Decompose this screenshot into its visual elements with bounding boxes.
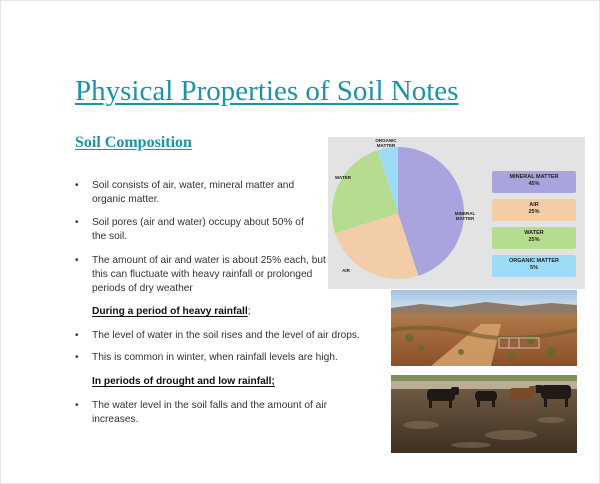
bullet-glyph: • <box>75 400 79 411</box>
legend-water-label: WATER <box>524 230 544 236</box>
legend-organic <box>492 255 576 277</box>
bullet-glyph: • <box>75 352 79 363</box>
heavy-rain-heading-suffix: ; <box>247 306 251 317</box>
legend-air <box>492 199 576 221</box>
bullet-item <box>75 399 375 427</box>
heavy-rain-heading-text: During a period of heavy rainfall <box>92 306 248 317</box>
bullet-text: This is common in winter, when rainfall levels are high. <box>92 352 338 363</box>
section-heading: Soil Composition <box>75 134 192 151</box>
bullet-glyph: • <box>75 180 79 191</box>
soil-composition-chart <box>328 137 585 289</box>
legend-mineral <box>492 171 576 193</box>
bullet-glyph: • <box>75 255 79 266</box>
legend-water <box>492 227 576 249</box>
cattle-mud-photo <box>391 375 577 453</box>
bullet-glyph: • <box>75 217 79 228</box>
pie-label-organic: ORGANIC MATTER <box>375 138 397 148</box>
dry-landscape-photo <box>391 290 577 366</box>
bullet-text: The amount of air and water is about 25% each, but this can fluctuate with heavy rainfall or prolonged periods of dry weather <box>92 255 326 294</box>
pie-label-water: WATER <box>335 175 351 180</box>
bullet-text: The water level in the soil falls and the amount of air increases. <box>92 400 328 425</box>
drought-heading <box>92 376 275 387</box>
legend-organic-value: 5% <box>530 265 538 271</box>
bullet-item <box>75 216 315 244</box>
legend-air-value: 25% <box>528 209 540 215</box>
legend-mineral-value: 45% <box>528 181 540 187</box>
bullet-item <box>75 351 375 365</box>
drought-heading-text: In periods of drought and low rainfall; <box>92 376 275 387</box>
bullet-item <box>75 329 375 343</box>
pie-label-air: AIR <box>342 268 350 273</box>
bullet-text: The level of water in the soil rises and the level of air drops. <box>92 330 360 341</box>
legend-organic-label: ORGANIC MATTER <box>508 258 559 264</box>
bullet-text: Soil consists of air, water, mineral matter and organic matter. <box>92 180 295 205</box>
legend-water-value: 25% <box>528 237 540 243</box>
bullet-text: Soil pores (air and water) occupy about 50% of the soil. <box>92 217 304 242</box>
bullet-item <box>75 254 327 296</box>
bullet-glyph: • <box>75 330 79 341</box>
pie-label-mineral: MINERAL MATTER <box>454 211 476 221</box>
page-title: Physical Properties of Soil Notes <box>75 75 459 107</box>
heavy-rain-heading <box>92 306 251 317</box>
legend-mineral-label: MINERAL MATTER <box>509 174 559 180</box>
legend-air-label: AIR <box>529 202 539 208</box>
bullet-item <box>75 179 315 207</box>
